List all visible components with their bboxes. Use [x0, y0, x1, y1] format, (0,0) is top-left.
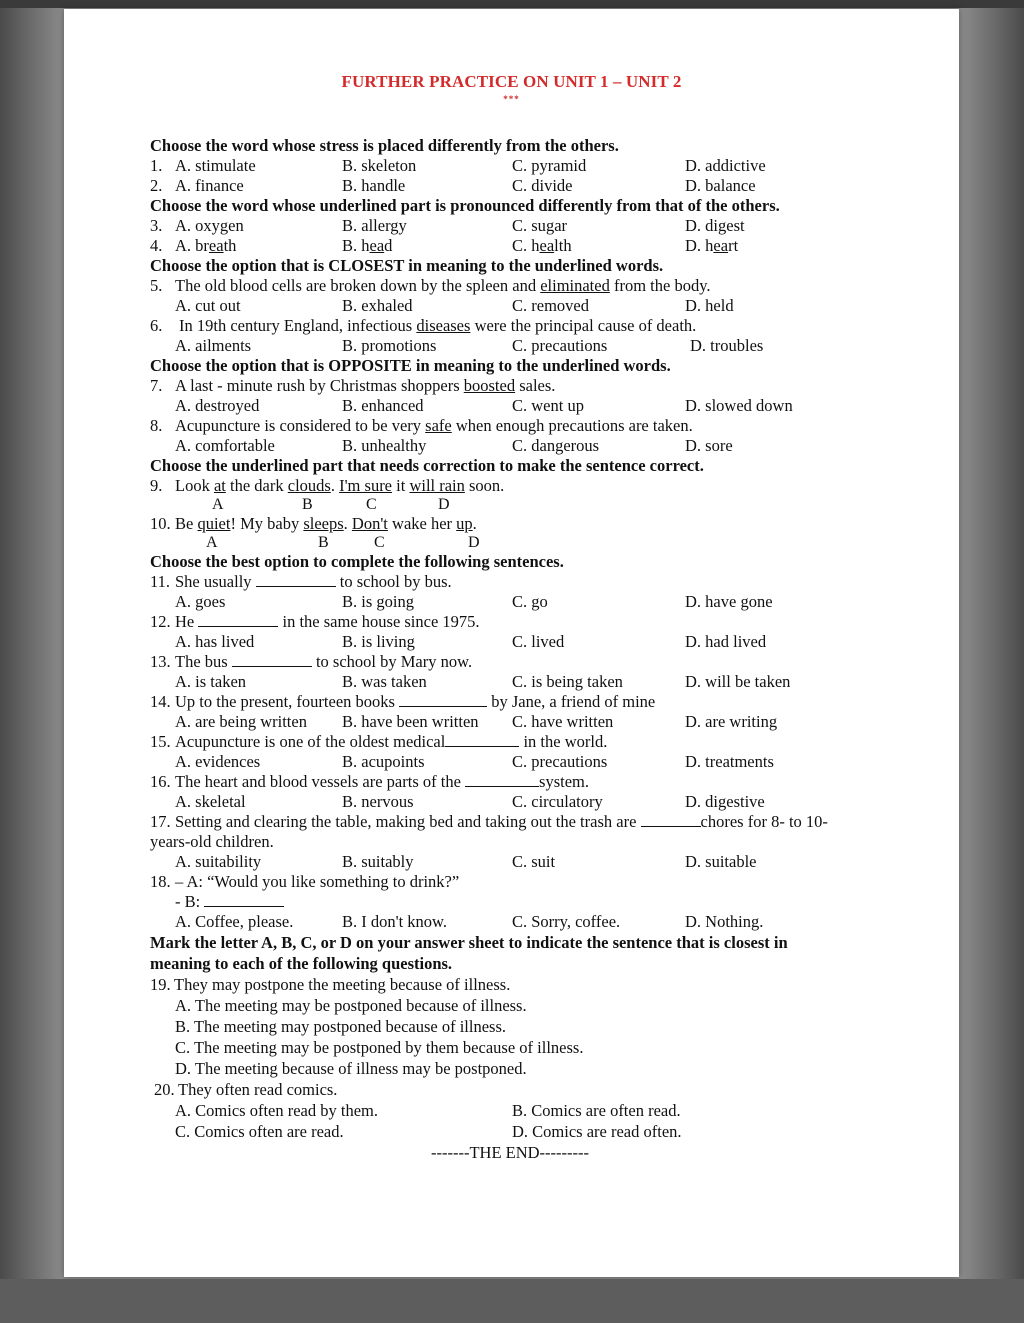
section-heading: Mark the letter A, B, C, or D on your answer sheet to indicate the sentence that is closest in [150, 933, 788, 952]
option-c: C. health [512, 236, 572, 255]
title-stars: *** [503, 94, 520, 104]
question-15-stem: 15. Acupuncture is one of the oldest medical in the world. [150, 732, 608, 751]
question-5-stem: 5. The old blood cells are broken down by the spleen and eliminated from the body. [150, 276, 711, 295]
worksheet-content [150, 136, 930, 1163]
option-d: D. troubles [690, 336, 764, 355]
option-c: C. circulatory [512, 792, 603, 811]
option-a: A. is taken [175, 672, 247, 691]
option-d: D. treatments [685, 752, 774, 771]
question-11-options [150, 592, 930, 612]
question-1: 1. A. stimulate B. skeleton C. pyramid D. addictive [150, 156, 766, 175]
option-b: B. allergy [342, 216, 407, 235]
question-19-option-b: B. The meeting may postponed because of illness. [175, 1017, 506, 1036]
option-d: D. digest [685, 216, 745, 235]
section-heading: Choose the option that is CLOSEST in meaning to the underlined words. [150, 256, 664, 275]
question-14-options [150, 712, 930, 732]
question-8-options [150, 436, 930, 456]
option-c: C. precautions [512, 336, 608, 355]
option-d: D. addictive [685, 156, 766, 175]
option-c: C. go [512, 592, 548, 611]
option-a: A. stimulate [175, 156, 256, 175]
option-b: B. is going [342, 592, 414, 611]
option-d: D. Nothing. [685, 912, 764, 931]
question-11-stem: 11. She usually to school by bus. [150, 572, 452, 591]
option-a: A. ailments [175, 336, 252, 355]
option-c: C. lived [512, 632, 565, 651]
question-17-options [150, 852, 930, 872]
question-7-options [150, 396, 930, 416]
option-c: C. pyramid [512, 156, 587, 175]
option-c: C. have written [512, 712, 614, 731]
question-19-stem: 19. They may postpone the meeting because of illness. [150, 975, 511, 994]
option-c: C. dangerous [512, 436, 600, 455]
viewer-bottom-bar [0, 1279, 1024, 1323]
option-c: C. removed [512, 296, 589, 315]
section-heading: Choose the option that is OPPOSITE in meaning to the underlined words. [150, 356, 671, 375]
option-c: C. is being taken [512, 672, 623, 691]
option-b: B. Comics are often read. [512, 1101, 681, 1120]
option-a: A. Comics often read by them. [175, 1101, 378, 1120]
option-a: A. comfortable [175, 436, 275, 455]
question-16-stem: 16. The heart and blood vessels are parts of the system. [150, 772, 589, 791]
viewer-top-bar [0, 0, 1024, 8]
option-b: B. exhaled [342, 296, 413, 315]
option-c: C. Comics often are read. [175, 1122, 344, 1141]
page-title: FURTHER PRACTICE ON UNIT 1 – UNIT 2 [341, 72, 682, 91]
end-marker: -------THE END--------- [430, 1143, 590, 1162]
question-8-stem: 8. Acupuncture is considered to be very safe when enough precautions are taken. [150, 416, 693, 435]
question-10-letters: A B C D [206, 534, 480, 551]
option-d: D. are writing [685, 712, 778, 731]
question-18-stem: 18. – A: “Would you like something to drink?” [150, 872, 460, 891]
question-7-stem: 7. A last - minute rush by Christmas shoppers boosted sales. [150, 376, 556, 395]
option-d: D. suitable [685, 852, 757, 871]
option-d: D. had lived [685, 632, 767, 651]
question-17-stem: 17. Setting and clearing the table, making bed and taking out the trash are chores for 8- to 10- [150, 812, 828, 831]
option-d: D. held [685, 296, 734, 315]
option-d: D. sore [685, 436, 733, 455]
option-d: D. will be taken [685, 672, 791, 691]
option-b: B. was taken [342, 672, 427, 691]
question-13-stem: 13. The bus to school by Mary now. [150, 652, 473, 671]
option-c: C. divide [512, 176, 573, 195]
question-12-options [150, 632, 930, 652]
question-9-stem: 9. Look at the dark clouds. I'm sure it will rain soon. [150, 476, 505, 495]
section-heading: Choose the best option to complete the following sentences. [150, 552, 564, 571]
question-20-stem: 20. They often read comics. [154, 1080, 338, 1099]
option-d: D. have gone [685, 592, 773, 611]
question-10-stem: 10. Be quiet! My baby sleeps. Don't wake her up. [150, 514, 477, 533]
question-18-reply: - B: [150, 892, 930, 912]
question-14-stem: 14. Up to the present, fourteen books by Jane, a friend of mine [150, 692, 656, 711]
question-12-stem: 12. He in the same house since 1975. [150, 612, 480, 631]
option-b: B. skeleton [342, 156, 417, 175]
question-2: 2. A. finance B. handle C. divide D. balance [150, 176, 756, 195]
option-c: C. sugar [512, 216, 568, 235]
option-d: D. digestive [685, 792, 765, 811]
option-a: A. skeletal [175, 792, 246, 811]
option-a: A. breath [175, 236, 237, 255]
question-17-stem-wrap: years-old children. [150, 832, 274, 851]
section-heading-cont: meaning to each of the following questions. [150, 954, 453, 973]
question-19-option-d: D. The meeting because of illness may be postponed. [175, 1059, 527, 1078]
question-19-option-c: C. The meeting may be postponed by them because of illness. [175, 1038, 584, 1057]
question-3: 3. A. oxygen B. allergy C. sugar D. digest [150, 216, 745, 235]
option-a: A. oxygen [175, 216, 244, 235]
option-b: B. head [342, 236, 393, 255]
option-b: B. acupoints [342, 752, 425, 771]
option-c: C. precautions [512, 752, 608, 771]
option-b: B. enhanced [342, 396, 424, 415]
option-a: A. suitability [175, 852, 262, 871]
option-b: B. nervous [342, 792, 414, 811]
question-6-stem: 6. In 19th century England, infectious diseases were the principal cause of death. [150, 316, 697, 335]
question-13-options [150, 672, 930, 692]
section-heading: Choose the word whose stress is placed differently from the others. [150, 136, 619, 155]
question-16-options [150, 792, 930, 812]
question-20-options-ab [150, 1100, 930, 1121]
question-19-option-a: A. The meeting may be postponed because of illness. [175, 996, 527, 1015]
section-heading: Choose the word whose underlined part is pronounced differently from that of the others. [150, 196, 780, 215]
option-b: B. unhealthy [342, 436, 427, 455]
option-c: C. suit [512, 852, 556, 871]
option-b: B. is living [342, 632, 415, 651]
option-a: A. goes [175, 592, 226, 611]
option-a: A. destroyed [175, 396, 260, 415]
option-d: D. slowed down [685, 396, 793, 415]
option-d: D. Comics are read often. [512, 1122, 682, 1141]
section-heading: Choose the underlined part that needs correction to make the sentence correct. [150, 456, 704, 475]
option-b: B. have been written [342, 712, 479, 731]
question-4: 4. A. breath B. head C. health D. heart [150, 236, 739, 255]
question-5-options [150, 296, 930, 316]
option-a: A. has lived [175, 632, 255, 651]
option-d: D. heart [685, 236, 739, 255]
option-c: C. Sorry, coffee. [512, 912, 621, 931]
option-a: A. finance [175, 176, 244, 195]
option-d: D. balance [685, 176, 756, 195]
question-9-letters: A B C D [212, 496, 450, 513]
option-a: A. are being written [175, 712, 307, 731]
document-page [64, 9, 959, 1277]
option-b: B. promotions [342, 336, 437, 355]
option-a: A. evidences [175, 752, 261, 771]
question-6-options [150, 336, 930, 356]
option-b: B. handle [342, 176, 406, 195]
question-18-options [150, 912, 930, 932]
option-a: A. cut out [175, 296, 241, 315]
option-a: A. Coffee, please. [175, 912, 294, 931]
option-b: B. suitably [342, 852, 414, 871]
question-15-options [150, 752, 930, 772]
question-20-options-cd [150, 1121, 930, 1142]
option-c: C. went up [512, 396, 584, 415]
option-b: B. I don't know. [342, 912, 448, 931]
